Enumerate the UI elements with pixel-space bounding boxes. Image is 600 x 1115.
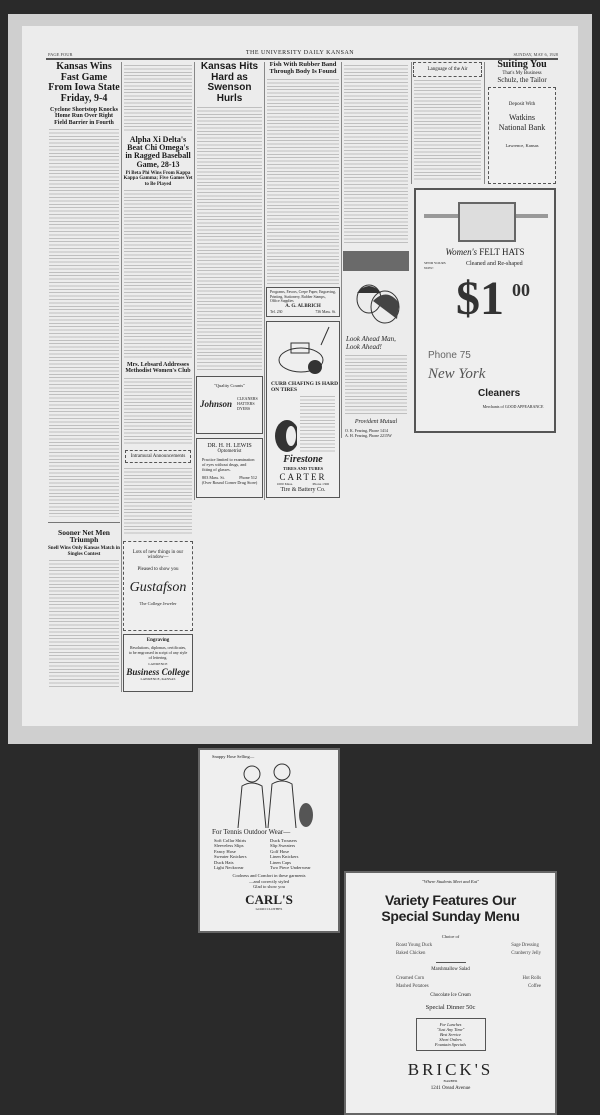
deck-iowa: Cyclone Shortstop Knocks Home Run Over Right Field Barrier in Fourth bbox=[49, 107, 118, 126]
ad-text: (Over Round Corner Drug Store) bbox=[201, 480, 258, 485]
ad-text: Cleaned and Re-shaped bbox=[466, 261, 523, 267]
ad-body bbox=[345, 355, 407, 415]
ad-firestone bbox=[266, 321, 340, 498]
ad-title: Cleaners bbox=[478, 388, 521, 399]
ad-body bbox=[300, 396, 335, 452]
ad-logo: Business College bbox=[126, 666, 190, 677]
ad-text: 1000 Mass. bbox=[276, 482, 293, 486]
ad-title: Special Sunday Menu bbox=[381, 908, 520, 924]
ad-item: Sleeveless Slips bbox=[214, 843, 244, 849]
menu-item: Hot Rolls bbox=[522, 976, 541, 981]
ad-text: —and correctly styled bbox=[249, 878, 289, 884]
ad-text: Coolness and Comfort in these garments bbox=[232, 873, 306, 879]
ad-text: Lawrence, Kansas bbox=[505, 142, 539, 148]
ad-text: Fountain Specials bbox=[434, 1042, 467, 1047]
ad-title: Engraving bbox=[146, 638, 170, 644]
ad-text: Short Orders bbox=[439, 1037, 462, 1042]
ad-text: LAWRENCE bbox=[148, 662, 168, 667]
column-rule bbox=[411, 62, 412, 184]
ad-item: Fancy Hose bbox=[214, 848, 236, 854]
ad-albrich bbox=[266, 287, 340, 317]
ad-text: Best Service bbox=[439, 1032, 462, 1037]
ad-title: CURB CHAFING IS HARD ON TIRES bbox=[271, 381, 339, 393]
ad-logo: BRICK'S bbox=[407, 1060, 494, 1079]
ad-title: For Tennis Outdoor Wear— bbox=[212, 828, 291, 836]
ad-title: CARTER bbox=[279, 472, 327, 482]
ad-bricks bbox=[344, 871, 557, 1115]
ad-text: LAWRENCE, KANSAS bbox=[140, 676, 176, 681]
ad-text: Phone 1306 bbox=[312, 482, 330, 486]
headline-iowa: Kansas Wins Fast Game From Iowa State Friday, 9-4 bbox=[48, 61, 120, 104]
ad-text: Deposit With bbox=[508, 101, 536, 107]
ad-text: GOOD CLOTHES bbox=[255, 907, 283, 912]
column-rule bbox=[121, 62, 122, 692]
menu-item: Baked Chicken bbox=[396, 951, 426, 956]
ad-text: "Quality Counts" bbox=[213, 383, 246, 388]
headline-fish: Fish With Rubber Band Through Body Is Found bbox=[269, 61, 337, 75]
ad-title: Watkins National Bank bbox=[498, 112, 546, 132]
ad-engraving bbox=[123, 634, 193, 692]
headline-lebsard: Mrs. Lebsard Addresses Methodist Women's Club bbox=[125, 362, 191, 375]
ad-watkins bbox=[488, 87, 556, 184]
ad-text: Resolutions, diplomas, certificates, to be engrossed in script of any style of lettering. bbox=[128, 645, 188, 661]
ad-lewis bbox=[196, 438, 263, 498]
masthead-rule bbox=[46, 58, 558, 60]
ad-johnson bbox=[196, 376, 263, 434]
ad-carls bbox=[198, 748, 340, 933]
lunch-box bbox=[416, 1018, 486, 1051]
column-7 bbox=[486, 60, 558, 184]
menu-item: Creamed Corn bbox=[396, 976, 425, 981]
divider bbox=[48, 522, 120, 523]
page-number: PAGE FOUR bbox=[48, 52, 73, 57]
ad-title: DR. H. H. LEWIS bbox=[207, 443, 252, 449]
ad-title: A. G. ALBRICH bbox=[285, 303, 321, 309]
ad-item: Slip Sweaters bbox=[270, 843, 296, 849]
ad-logo: Johnson bbox=[200, 398, 233, 409]
ad-text: BARBER bbox=[443, 1079, 458, 1083]
column-rule bbox=[484, 62, 485, 184]
ad-lookahead bbox=[343, 275, 409, 438]
ad-item: Duck Hats bbox=[214, 859, 234, 865]
article-body bbox=[124, 468, 192, 536]
ad-text: Glad to show you bbox=[253, 883, 285, 889]
deck-alpha: Pi Beta Phi Wins From Kappa Kappa Gamma; Five Games Yet to Be Played bbox=[123, 171, 193, 187]
column-2 bbox=[123, 62, 193, 692]
divider bbox=[436, 962, 466, 963]
ad-text: SEND YOURS NOW! bbox=[424, 261, 446, 270]
headline-sooner: Sooner Net Men Triumph bbox=[58, 527, 110, 545]
ad-text: 736 Mass. St. bbox=[315, 309, 336, 314]
hat-illustration bbox=[458, 202, 516, 242]
menu-item: Sage Dressing bbox=[511, 943, 539, 948]
ad-item: Linen Caps bbox=[270, 859, 292, 865]
column-rule bbox=[341, 62, 342, 438]
menu-special: Special Dinner 50c bbox=[425, 1004, 476, 1011]
ad-item: Linen Knickers bbox=[270, 854, 299, 860]
article-body bbox=[49, 560, 119, 689]
ad-felt-hats bbox=[414, 188, 556, 433]
ad-item: Light Neckwear bbox=[214, 865, 244, 871]
deck-sooner: Snell Wins Only Kansas Match in Singles Contest bbox=[48, 546, 120, 557]
ad-text: Choice of bbox=[441, 934, 460, 939]
ad-text: Women's bbox=[445, 247, 478, 257]
ad-text: A. H. Fearing, Phone 2215W bbox=[345, 433, 392, 438]
article-body bbox=[267, 79, 339, 284]
column-3 bbox=[196, 62, 263, 498]
headline-language: Language of the Air bbox=[413, 62, 482, 77]
ad-item: Soft Collar Shirts bbox=[214, 838, 247, 843]
ad-text: Practice limited to examination of eyes without drugs, and fitting of glasses. bbox=[202, 457, 255, 472]
ad-text: Tire & Battery Co. bbox=[280, 487, 326, 493]
car-illustration bbox=[273, 325, 333, 381]
masthead-title: THE UNIVERSITY DAILY KANSAN bbox=[245, 50, 355, 56]
ad-item: Golf Hose bbox=[270, 848, 290, 854]
ad-title: FELT HATS bbox=[479, 247, 525, 257]
ad-item: Duck Trousers bbox=[270, 838, 297, 843]
ad-text: 1241 Oread Avenue bbox=[430, 1085, 471, 1091]
ad-schulz-title: Suiting You bbox=[497, 59, 547, 70]
ad-text: Phone 75 bbox=[428, 350, 471, 361]
ad-schulz-text: That's My Business bbox=[502, 70, 542, 76]
men-illustration bbox=[220, 760, 320, 828]
article-body bbox=[344, 65, 408, 244]
ad-text: Tel. 230 bbox=[270, 309, 283, 314]
tire-icon bbox=[271, 416, 297, 452]
ad-text: Lots of new things in our window— bbox=[132, 550, 184, 561]
ad-text: Merchants of GOOD APPEARANCE bbox=[482, 404, 544, 409]
headline-swenson: Kansas Hits Hard as Swenson Hurls bbox=[200, 61, 259, 104]
ad-title: Look Ahead Man, Look Ahead! bbox=[346, 335, 396, 351]
ad-logo: Provident Mutual bbox=[354, 419, 398, 425]
ad-item: Two Piece Underwear bbox=[270, 865, 311, 871]
ad-text: O. K. Fearing, Phone 1414 bbox=[345, 428, 388, 433]
ad-text: 803 Mass. St. bbox=[202, 475, 225, 480]
menu-item: Coffee bbox=[528, 984, 541, 989]
article-body bbox=[414, 80, 481, 181]
ad-text: Programs, Favors, Crepe Paper, Engraving, Printing, Stationery, Rubber Stamps, Office Supplies bbox=[270, 290, 336, 303]
column-rule bbox=[194, 62, 195, 500]
menu-item: Roast Young Duck bbox=[396, 943, 433, 948]
menu-item: Chocolate Ice Cream bbox=[430, 993, 471, 998]
menu-item: Marshmallow Salad bbox=[431, 967, 470, 972]
ad-text: CLEANERS HATTERS DYERS bbox=[237, 396, 258, 411]
ad-text: Pleased to show you bbox=[137, 567, 179, 573]
ad-logo: Firestone bbox=[283, 454, 323, 465]
article-body bbox=[124, 378, 192, 446]
headline-alpha: Alpha Xi Delta's Beat Chi Omega's in Ragged Baseball Game, 28-13 bbox=[125, 134, 191, 169]
price: $1 bbox=[456, 272, 504, 325]
column-rule bbox=[264, 62, 265, 500]
ad-banner-image bbox=[343, 251, 409, 271]
article-body bbox=[124, 190, 192, 359]
ad-logo: CARL'S bbox=[245, 892, 293, 908]
column-1 bbox=[48, 62, 120, 692]
masthead-date: SUNDAY, MAY 6, 1928 bbox=[513, 52, 558, 57]
ad-text: The College Jeweler bbox=[139, 601, 177, 607]
article-body bbox=[124, 65, 192, 133]
ad-logo: Gustafson bbox=[129, 580, 187, 596]
ad-text: "Just Any Time" bbox=[436, 1027, 465, 1032]
ad-gustafson bbox=[123, 541, 193, 631]
ad-schulz-name: Schulz, the Tailor bbox=[497, 75, 547, 84]
ad-text: Phone 512 bbox=[239, 475, 257, 480]
article-body bbox=[49, 129, 119, 517]
ad-logo: New York bbox=[428, 366, 486, 382]
ad-text: For Lunches bbox=[439, 1022, 462, 1027]
ad-title: Variety Features Our bbox=[385, 892, 516, 908]
ad-item: Sweater Knickers bbox=[214, 854, 247, 860]
ad-text: Optometrist bbox=[217, 449, 242, 454]
ad-text: "Where Students Meet and Eat" bbox=[421, 879, 480, 884]
price-cents: 00 bbox=[512, 280, 530, 300]
column-6 bbox=[413, 62, 482, 184]
column-5 bbox=[343, 62, 409, 438]
article-body bbox=[197, 107, 262, 371]
couple-illustration bbox=[347, 279, 407, 335]
headline-intramural: Intramural Announcements bbox=[125, 450, 191, 463]
column-4 bbox=[266, 62, 340, 498]
ad-text: Snappy Hose Selling— bbox=[212, 754, 255, 759]
menu-item: Cranberry Jelly bbox=[511, 951, 541, 956]
menu-item: Mashed Potatoes bbox=[396, 984, 429, 989]
ad-text: TIRES AND TUBES bbox=[283, 466, 323, 471]
